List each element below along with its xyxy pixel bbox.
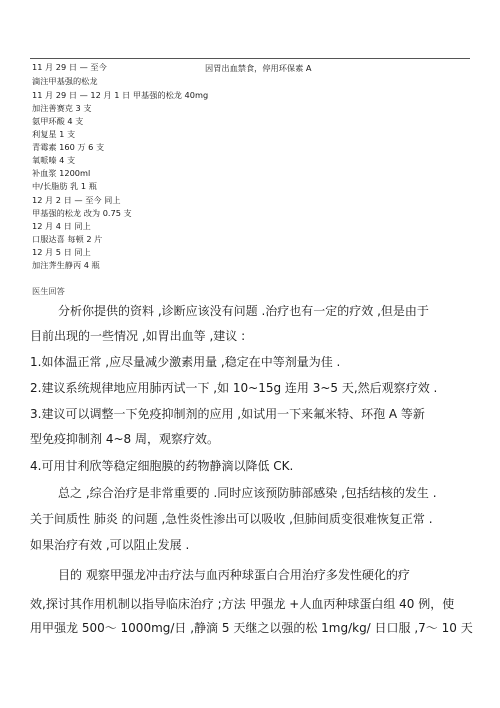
note-line: 中/长脂肪 乳 1 瓶 [32,181,97,191]
paragraph-line: 如果治疗有效 ,可以阻止发展 . [30,538,190,552]
paragraph-line: 关于间质性 肺炎 的问题 ,急性炎性渗出可以吸收 ,但肺间质变很难恢复正常 . [30,512,433,526]
paragraph-line: 分析你提供的资料 ,诊断应该没有问题 .治疗也有一定的疗效 ,但是由于 [58,304,429,318]
note-line: 补血浆 1200ml [32,168,91,178]
paragraph-line: 2.建议系统规律地应用肺丙试一下 ,如 10~15g 连用 3~5 天,然后观察疗效 . [30,381,438,395]
note-line: 11 月 29 日 — 12 月 1 日 甲基强的松龙 40mg [32,90,209,100]
paragraph-line: 1.如体温正常 ,应尽量减少激素用量 ,稳定在中等剂量为佳 . [30,355,341,369]
paragraph-line: 用甲强龙 500～ 1000mg/日 ,静滴 5 天继之以强的松 1mg/kg/ 日口服 ,7～ 10 天 [30,621,473,635]
paragraph-line: 4.可用甘利欣等稳定细胞膜的药物静滴以降低 CK. [30,459,294,473]
note-line: 氧哌嗪 4 支 [32,155,76,165]
section-label: 医生回答 [32,286,65,296]
note-line: 12 月 2 日 — 至今 同上 [32,195,121,205]
note-line: 滴注甲基强的松龙 [32,76,98,86]
header-note-right: 因胃出血禁食，停用环保素 A [205,63,312,73]
note-line: 口服达喜 每顿 2 片 [32,234,103,244]
paragraph-line: 型免疫抑制剂 4~8 周，观察疗效。 [30,432,219,446]
note-line: 青霉素 160 万 6 支 [32,142,105,152]
paragraph-line: 3.建议可以调整一下免疫抑制剂的应用 ,如试用一下来氟米特、环孢 A 等新 [30,407,425,421]
header-rule [30,58,470,59]
paragraph-line: 效,探讨其作用机制以指导临床治疗 ;方法 甲强龙 +人血丙种球蛋白组 40 例，使 [30,597,455,611]
note-line: 氨甲环酸 4 支 [32,116,84,126]
paragraph-line: 目前出现的一些情况 ,如胃出血等 ,建议 : [30,329,246,343]
note-line: 加注善赛克 3 支 [32,103,92,113]
note-line: 加注荠生静丙 4 瓶 [32,260,100,270]
paragraph-line: 目的 观察甲强龙冲击疗法与血丙种球蛋白合用治疗多发性硬化的疗 [58,568,410,582]
note-line: 12 月 4 日 同上 [32,221,91,231]
paragraph-line: 总之 ,综合治疗是非常重要的 .同时应该预防肺部感染 ,包括结核的发生 . [58,486,437,500]
note-line: 利复星 1 支 [32,129,76,139]
note-line: 甲基强的松龙 改为 0.75 支 [32,208,132,218]
note-line: 11 月 29 日 — 至今 [32,62,107,72]
note-line: 12 月 5 日 同上 [32,247,91,257]
